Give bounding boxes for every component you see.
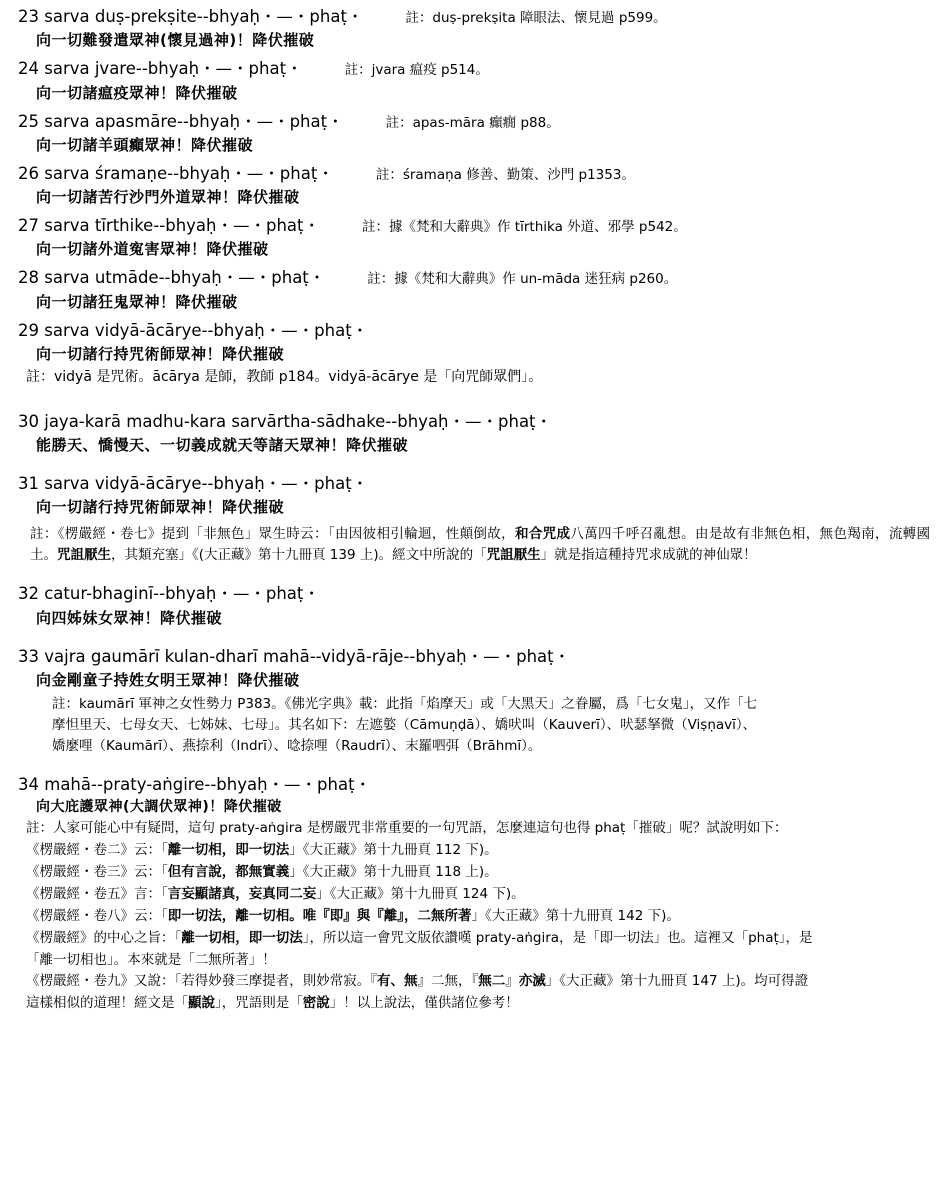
mantra-translation: 向一切諸外道寃害眾神！降伏摧破 xyxy=(36,240,269,259)
mantra-translation: 向一切難發遣眾神(懷見過神)！降伏摧破 xyxy=(36,31,315,50)
tail-emphasis: 顯說 xyxy=(188,995,215,1012)
mantra-entry-29 xyxy=(0,320,944,388)
note-line: 嬌麼哩（Kaumārī）、燕捺利（Indrī）、唸捺哩（Raudrī）、末羅呬弭（Brāhmī）。 xyxy=(52,737,542,754)
mantra-note: 註：duṣ-prekṣita 障眼法、懷見過 p599。 xyxy=(405,10,667,26)
mantra-entry-25 xyxy=(0,111,944,156)
mantra-line: 29 sarva vidyā-ācārye--bhyaḥ・—・phaṭ・ xyxy=(18,320,369,340)
commentary-text: 無色羯南，流轉國土。 xyxy=(30,526,931,564)
mantra-entry-32 xyxy=(0,583,944,628)
commentary-text: 註：《楞嚴經・卷七》提到「非無色」眾生時云：「由因彼相引輪迴，性顛倒故， xyxy=(30,526,515,543)
mantra-line: 34 mahā--praty-aṅgire--bhyaḥ・—・phaṭ・ xyxy=(18,774,372,794)
mantra-entry-23 xyxy=(0,6,944,51)
tail-line: 《楞嚴經・卷五》言：「言妄顯諸真，妄真同二妄」《大正藏》第十九冊頁 124 下)。 xyxy=(26,885,525,902)
entry-row xyxy=(0,215,944,237)
mantra-note: 註：vidyā 是咒術。ācārya 是師，教師 p184。vidyā-ācārye 是「向咒師眾們」。 xyxy=(26,368,543,385)
tail-line: 《楞嚴經・卷三》云：「但有言說，都無實義」《大正藏》第十九冊頁 118 上)。 xyxy=(26,864,498,881)
mantra-line: 24 sarva jvare--bhyaḥ・—・phaṭ・ xyxy=(18,59,303,79)
mantra-entry-26 xyxy=(0,163,944,208)
entry-row xyxy=(0,58,944,80)
mantra-line: 25 sarva apasmāre--bhyaḥ・—・phaṭ・ xyxy=(18,111,344,131)
tail-line: 這樣相似的道理！經文是「顯說」，咒語則是「密說」！以上說法，僅供諸位參考！ xyxy=(26,995,519,1012)
mantra-entry-33 xyxy=(0,646,944,757)
tail-line: 《楞嚴經・卷九》又說：「若得妙發三摩提者，則妙常寂。『有、無』二無，『無二』亦滅」《大正藏》第十九冊頁 147 上)。均可得證 xyxy=(26,973,809,990)
commentary-text: ，其類充塞」《(大正藏》第十九冊頁 139 上)。經文中所說的「 xyxy=(111,547,487,564)
tail-emphasis: 無二 xyxy=(478,973,506,990)
tail-line: 《楞嚴經・卷八》云：「即一切法，離一切相。唯『即』與『離』，二無所著」《大正藏》第十九冊頁 142 下)。 xyxy=(26,907,680,924)
section-gap xyxy=(0,764,944,774)
section-gap xyxy=(0,395,944,411)
mantra-line: 26 sarva śramaṇe--bhyaḥ・—・phaṭ・ xyxy=(18,163,334,183)
mantra-entry-27 xyxy=(0,215,944,260)
mantra-line: 28 sarva utmāde--bhyaḥ・—・phaṭ・ xyxy=(18,268,326,288)
tail-emphasis: 離一切相，即一切法 xyxy=(181,929,303,946)
commentary-emphasis: 咒詛厭生 xyxy=(57,547,111,564)
tail-emphasis: 離一切相，即一切法 xyxy=(167,842,290,859)
commentary-text: 」就是指這種持咒求成就的神仙眾！ xyxy=(540,547,757,564)
mantra-entry-34 xyxy=(0,774,944,1016)
mantra-tail-note xyxy=(0,818,944,1015)
mantra-note: 註：apas-māra 癲癇 p88。 xyxy=(385,114,560,131)
mantra-entry-24 xyxy=(0,58,944,103)
mantra-translation: 向一切諸苦行沙門外道眾神！降伏摧破 xyxy=(36,188,300,207)
tail-emphasis: 亦滅 xyxy=(518,973,546,990)
commentary-text: 八萬四千呼召亂想。由是故有非無色相， xyxy=(570,526,820,543)
mantra-translation: 向一切諸狂鬼眾神！降伏摧破 xyxy=(36,292,238,311)
commentary-emphasis: 和合咒成 xyxy=(514,526,571,543)
tail-emphasis: 密說 xyxy=(302,995,330,1012)
note-line: 註：kaumārī 軍神之女性勢力 P383。《佛光字典》載：此指「焰摩天」或「大黑天」之眷屬，爲「七女鬼」，又作「七 xyxy=(52,695,758,712)
mantra-note: 註：據《梵和大辭典》作 tīrthika 外道、邪學 p542。 xyxy=(362,219,687,236)
entry-row xyxy=(0,267,944,289)
note-line: 摩怛里天、七母女天、七姊妹、七母」。其名如下：左遮嬜（Cāmuṇḍā）、嬌吠叫（Kauverī）、吠瑟拏微（Viṣṇavī）、 xyxy=(52,716,757,733)
mantra-line: 31 sarva vidyā-ācārye--bhyaḥ・—・phaṭ・ xyxy=(18,474,369,494)
tail-line: 「離一切相也」。本來就是「二無所著」！ xyxy=(26,951,276,968)
mantra-line: 23 sarva duṣ-prekṣite--bhyaḥ・—・phaṭ・ xyxy=(18,7,364,26)
mantra-translation: 向四姊妹女眾神！降伏摧破 xyxy=(36,608,223,627)
tail-line: 《楞嚴經》的中心之旨：「離一切相，即一切法」，所以這一會咒文版依讚嘆 praty-aṅgira，是「即一切法」也。這裡又「phaṭ」，是 xyxy=(26,929,813,946)
section-gap xyxy=(0,636,944,646)
tail-line: 註：人家可能心中有疑問，這句 praty-aṅgira 是楞嚴咒非常重要的一句咒語，怎麼連這句也得 phaṭ「摧破」呢？試說明如下： xyxy=(26,820,788,837)
tail-emphasis: 有、無 xyxy=(377,973,418,990)
mantra-translation: 向一切諸羊頭癲眾神！降伏摧破 xyxy=(36,135,254,154)
entry-row xyxy=(0,111,944,133)
tail-emphasis: 言妄顯諸真，妄真同二妄 xyxy=(167,885,317,902)
mantra-translation: 能勝天、憍慢天、一切義成就天等諸天眾神！降伏摧破 xyxy=(36,436,409,455)
tail-emphasis: 但有言說，都無實義 xyxy=(167,864,290,881)
mantra-note: 註：jvara 瘟疫 p514。 xyxy=(344,62,489,79)
mantra-translation: 向大庇護眾神(大調伏眾神)！降伏摧破 xyxy=(36,798,282,815)
tail-line: 《楞嚴經・卷二》云：「離一切相，即一切法」《大正藏》第十九冊頁 112 下)。 xyxy=(26,842,498,859)
entry-row xyxy=(0,163,944,185)
mantra-translation: 向一切諸瘟疫眾神！降伏摧破 xyxy=(36,83,238,102)
mantra-entry-31 xyxy=(0,473,944,566)
tail-emphasis: 即一切法，離一切相。唯『即』與『離』，二無所著 xyxy=(167,907,472,924)
mantra-line: 32 catur-bhaginī--bhyaḥ・—・phaṭ・ xyxy=(18,584,320,604)
section-gap xyxy=(0,573,944,583)
mantra-note xyxy=(0,694,944,757)
mantra-line: 33 vajra gaumārī kulan-dharī mahā--vidyā-rāje--bhyaḥ・—・phaṭ・ xyxy=(18,646,571,666)
mantra-translation: 向一切諸行持咒術師眾神！降伏摧破 xyxy=(36,498,285,517)
mantra-translation: 向金剛童子持姓女明王眾神！降伏摧破 xyxy=(36,670,300,689)
mantra-line: 30 jaya-karā madhu-kara sarvārtha-sādhake--bhyaḥ・—・phaṭ・ xyxy=(18,411,553,431)
commentary-emphasis: 咒詛厭生 xyxy=(486,547,541,564)
mantra-line: 27 sarva tīrthike--bhyaḥ・—・phaṭ・ xyxy=(18,216,321,236)
mantra-note: 註：śramaṇa 修善、勤策、沙門 p1353。 xyxy=(375,166,635,183)
entry-row xyxy=(0,6,944,28)
mantra-entry-30 xyxy=(0,411,944,456)
mantra-translation: 向一切諸行持咒術師眾神！降伏摧破 xyxy=(36,344,285,363)
mantra-note: 註：據《梵和大辭典》作 un-māda 迷狂病 p260。 xyxy=(367,271,678,288)
mantra-commentary xyxy=(0,524,944,566)
section-gap xyxy=(0,463,944,473)
mantra-entry-28 xyxy=(0,267,944,312)
